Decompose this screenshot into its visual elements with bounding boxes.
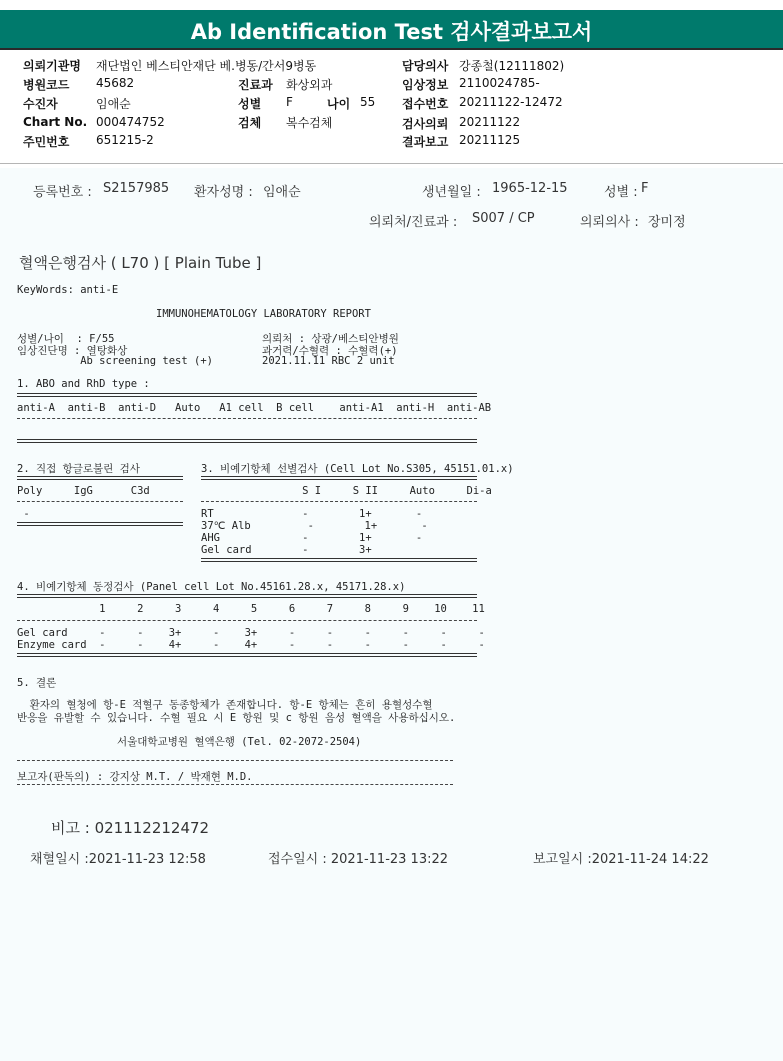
dob-value: 1965-12-15 [492,181,568,196]
institution-value: 재단법인 베스티안재단 베.병동/간서9병동 [96,59,317,73]
panel-rule-bottom [17,653,477,657]
patient-name-value: 임애순 [263,185,301,200]
referral-doctor-value: 장미정 [648,215,686,230]
referral-dept-label: 의뢰처/진료과 : [369,215,458,230]
rrn-value: 651215-2 [96,133,154,147]
diagnosis-line: 임상진단명 : 열탕화상 [17,345,128,357]
conclusion-line: 환자의 혈청에 항-E 적혈구 동종항체가 존재합니다. 항-E 항체는 흔히 용혈성수혈 [17,699,433,711]
age-label: 나이 [327,97,351,111]
rbc-line: 2021.11.11 RBC 2 unit [262,355,395,367]
test-title: 혈액은행검사 ( L70 ) [ Plain Tube ] [19,254,262,272]
panel-rule-top [17,594,477,598]
screening-row: AHG - 1+ - [201,532,423,544]
transfusion-line: 과거력/수혈력 : 수혈력(+) [262,345,398,357]
sex-label: 성별 [238,97,262,111]
doctor-value: 강종철(12111802) [459,59,565,73]
report-date-value: 20211125 [459,133,521,147]
dept-value: 화상외과 [286,78,333,92]
reporter-line: 보고자(판독의) : 강지상 M.T. / 박재현 M.D. [17,771,253,783]
dept-label: 진료과 [238,78,273,92]
sex-age-line: 성별/나이 : F/55 [17,333,115,345]
panel-row: Enzyme card - - 4+ - 4+ - - - - - - [17,639,485,651]
abo-rule-top [17,393,477,397]
panel-title: 4. 비예기항체 동정검사 (Panel cell Lot No.45161.28.x, 45171.28.x) [17,581,406,593]
dat-header: Poly IgG C3d [17,485,150,497]
chart-no-value: 000474752 [96,115,165,129]
doctor-label: 담당의사 [402,59,449,73]
clinical-info-label: 임상정보 [402,78,449,92]
abo-rhd-title: 1. ABO and RhD type : [17,378,150,390]
abo-rhd-header: anti-A anti-B anti-D Auto A1 cell B cell anti-A1 anti-H anti-AB [17,402,492,414]
request-date-value: 20211122 [459,115,521,129]
screening-rule-bottom [201,558,477,562]
requester-line: 의뢰처 : 상광/베스티안병원 [262,333,399,345]
patient-label: 수진자 [23,97,58,111]
report-title-bar [0,10,783,50]
patient-value: 임애순 [96,97,131,111]
patient-sex-label: 성별 : [604,185,638,200]
panel-rule-mid [17,620,477,621]
request-date-label: 검사의뢰 [402,117,449,131]
rrn-label: 주민번호 [23,135,70,149]
receipt-no-value: 20211122-12472 [459,95,563,109]
reg-no-value: S2157985 [103,181,170,196]
lab-report-title: IMMUNOHEMATOLOGY LABORATORY REPORT [156,308,371,320]
conclusion-line: 반응을 유발할 수 있습니다. 수혈 필요 시 E 항원 및 c 항원 음성 혈액을 사용하십시오. [17,712,456,724]
hospital-code-value: 45682 [96,76,135,90]
screening-line: Ab screening test (+) [17,355,213,367]
header-divider [0,163,783,164]
panel-header: 1 2 3 4 5 6 7 8 9 10 11 [17,603,485,615]
dat-rule-top [17,476,183,480]
specimen-value: 복수검체 [286,116,333,130]
dob-label: 생년월일 : [422,185,481,200]
sex-value: F [286,95,293,109]
screening-row: Gel card - 3+ [201,544,372,556]
report-title: Ab Identification Test 검사결과보고서 [190,20,593,44]
keywords: KeyWords: anti-E [17,284,119,296]
referral-dept-value: S007 / CP [472,211,535,226]
referral-doctor-label: 의뢰의사 : [580,215,639,230]
panel-row: Gel card - - 3+ - 3+ - - - - - - [17,627,485,639]
specimen-label: 검체 [238,116,262,130]
report-datetime: 보고일시 :2021-11-24 14:22 [533,852,709,867]
age-value: 55 [360,95,376,109]
hospital-code-label: 병원코드 [23,78,70,92]
screening-rule-mid [201,501,477,502]
receipt-no-label: 접수번호 [402,97,449,111]
abo-rule-bottom [17,439,477,443]
screening-header: S I S II Auto Di-a [201,485,492,497]
reporter-rule-top [17,760,453,761]
screening-rule-top [201,476,477,480]
reg-no-label: 등록번호 : [33,185,92,200]
dat-value: - [17,508,30,520]
blood-bank-signature: 서울대학교병원 혈액은행 (Tel. 02-2072-2504) [117,736,362,748]
institution-label: 의뢰기관명 [23,59,81,73]
receipt-datetime: 접수일시 : 2021-11-23 13:22 [268,852,449,867]
patient-name-label: 환자성명 : [194,185,253,200]
report-date-label: 결과보고 [402,135,449,149]
reporter-rule-bottom [17,784,453,785]
screening-row: RT - 1+ - [201,508,423,520]
dat-rule-mid [17,501,183,502]
abo-rule-mid [17,418,477,419]
chart-no-label: Chart No. [23,115,88,129]
collection-datetime: 채혈일시 :2021-11-23 12:58 [30,852,206,867]
conclusion-title: 5. 결론 [17,677,57,689]
dat-rule-bottom [17,522,183,526]
dat-title: 2. 직접 항글로불린 검사 [17,463,140,475]
patient-sex-value: F [641,181,649,196]
remark: 비고 : 021112212472 [51,819,210,837]
clinical-info-value: 2110024785- [459,76,540,90]
screening-row: 37℃ Alb - 1+ - [201,520,428,532]
screening-title: 3. 비예기항체 선별검사 (Cell Lot No.S305, 45151.01.x) [201,463,514,475]
